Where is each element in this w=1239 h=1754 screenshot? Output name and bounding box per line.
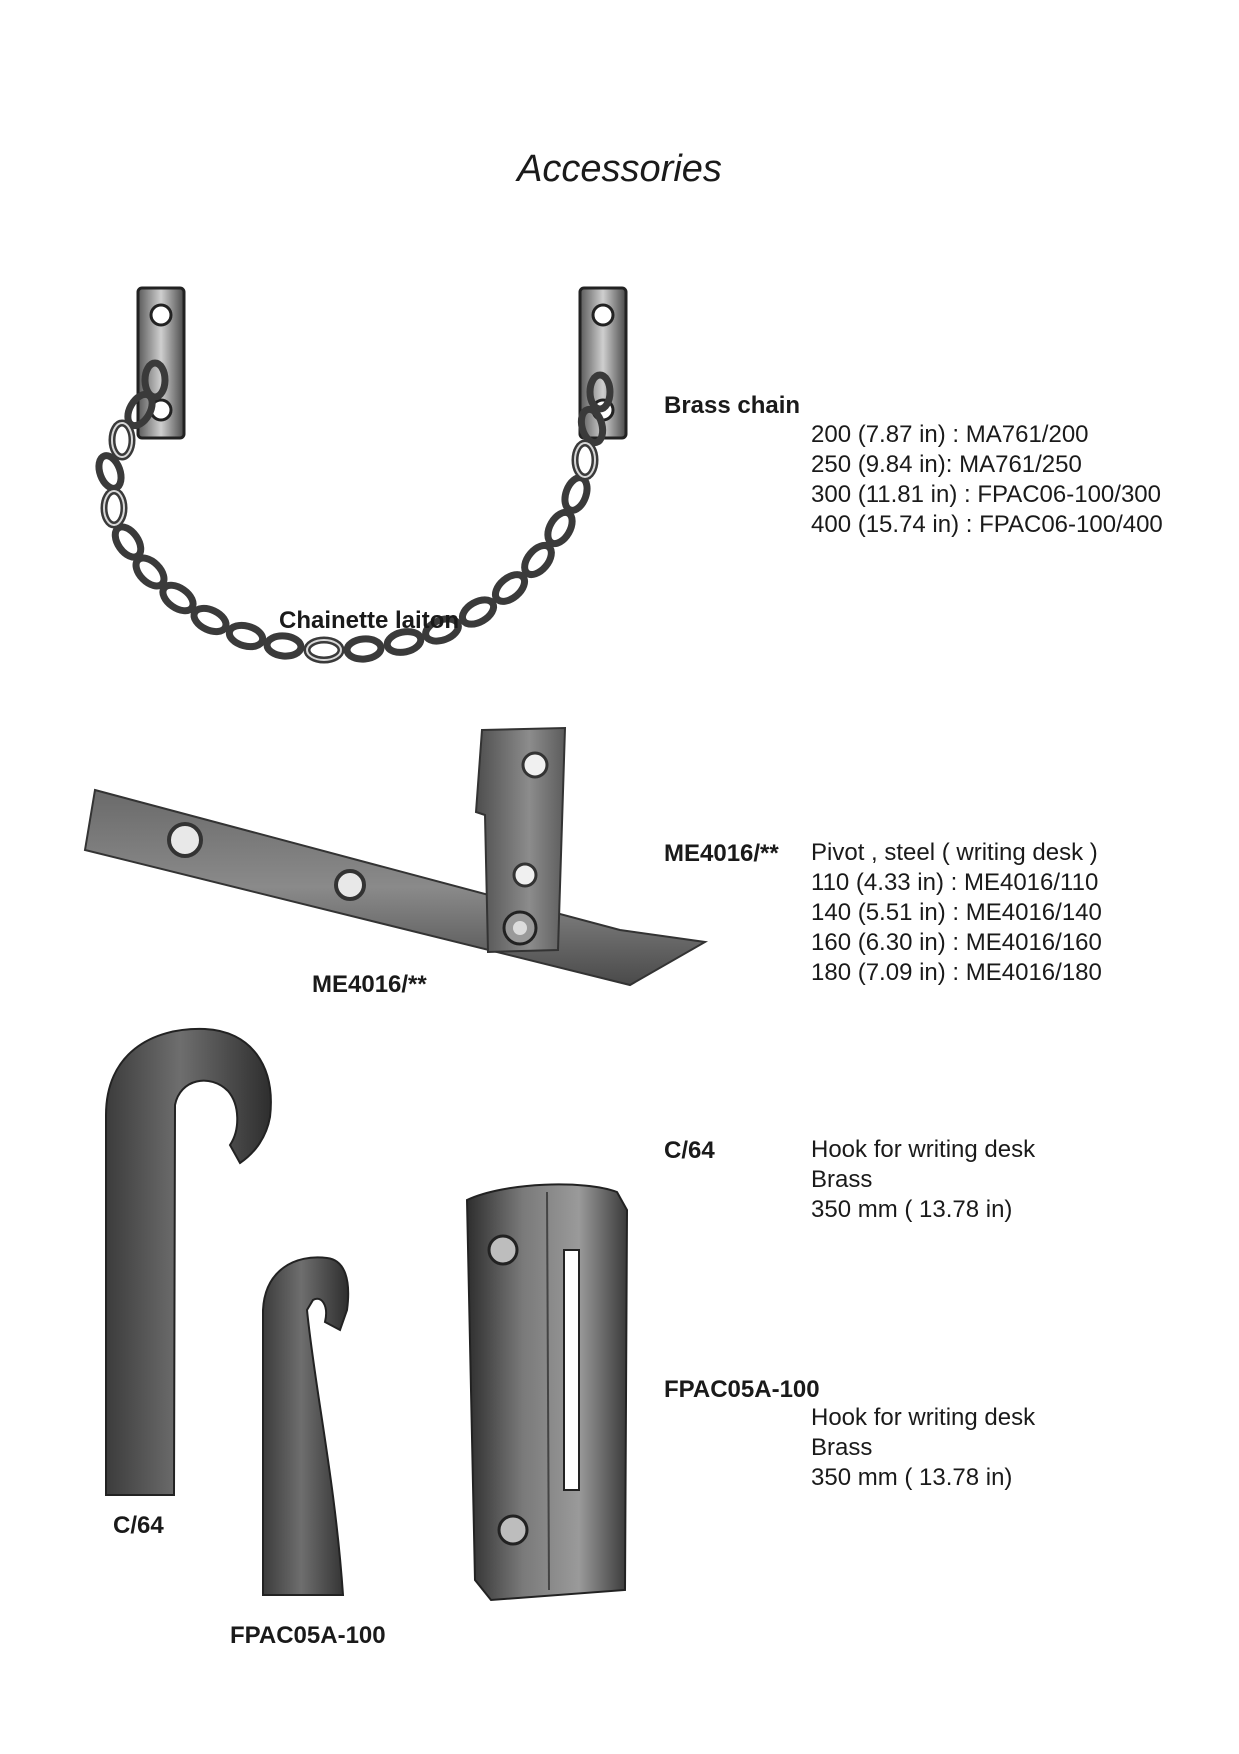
chain-spec-line: 250 (9.84 in): MA761/250 (811, 451, 1082, 478)
hook-c64-code: C/64 (664, 1137, 715, 1164)
brass-chain-photo (80, 280, 660, 730)
pivot-spec-line: 180 (7.09 in) : ME4016/180 (811, 959, 1102, 986)
chain-specs (811, 420, 1163, 540)
chain-heading: Brass chain (664, 392, 801, 419)
hook-fpac-spec-line: Hook for writing desk (811, 1404, 1036, 1431)
pivot-photo-caption: ME4016/** (312, 971, 427, 998)
keeper-plate-photo (465, 1180, 645, 1610)
hook-fpac-spec-line: Brass (811, 1434, 873, 1461)
hook-fpac-code: FPAC05A-100 (664, 1376, 820, 1403)
hook-c64-photo-caption: C/64 (113, 1512, 164, 1539)
pivot-spec-line: 110 (4.33 in) : ME4016/110 (811, 869, 1099, 896)
chain-photo-caption: Chainette laiton (279, 607, 460, 634)
hook-fpac-specs (811, 1403, 1035, 1493)
chain-spec-line: 400 (15.74 in) : FPAC06-100/400 (811, 511, 1163, 538)
pivot-spec-line: Pivot , steel ( writing desk ) (811, 839, 1098, 866)
pivot-spec-line: 140 (5.51 in) : ME4016/140 (811, 899, 1102, 926)
hook-fpac-photo-caption: FPAC05A-100 (230, 1622, 386, 1649)
chain-spec-line: 200 (7.87 in) : MA761/200 (811, 421, 1089, 448)
pivot-code: ME4016/** (664, 840, 779, 867)
hook-c64-specs (811, 1135, 1035, 1225)
hook-fpac-spec-line: 350 mm ( 13.78 in) (811, 1464, 1013, 1491)
pivot-spec-line: 160 (6.30 in) : ME4016/160 (811, 929, 1102, 956)
hook-fpac-photo (255, 1250, 365, 1600)
pivot-specs (811, 838, 1102, 988)
chain-spec-line: 300 (11.81 in) : FPAC06-100/300 (811, 481, 1161, 508)
hook-c64-spec-line: 350 mm ( 13.78 in) (811, 1196, 1013, 1223)
hook-c64-spec-line: Brass (811, 1166, 873, 1193)
hook-c64-spec-line: Hook for writing desk (811, 1136, 1036, 1163)
pivot-photo (80, 720, 720, 1000)
page-title: Accessories (517, 148, 722, 190)
